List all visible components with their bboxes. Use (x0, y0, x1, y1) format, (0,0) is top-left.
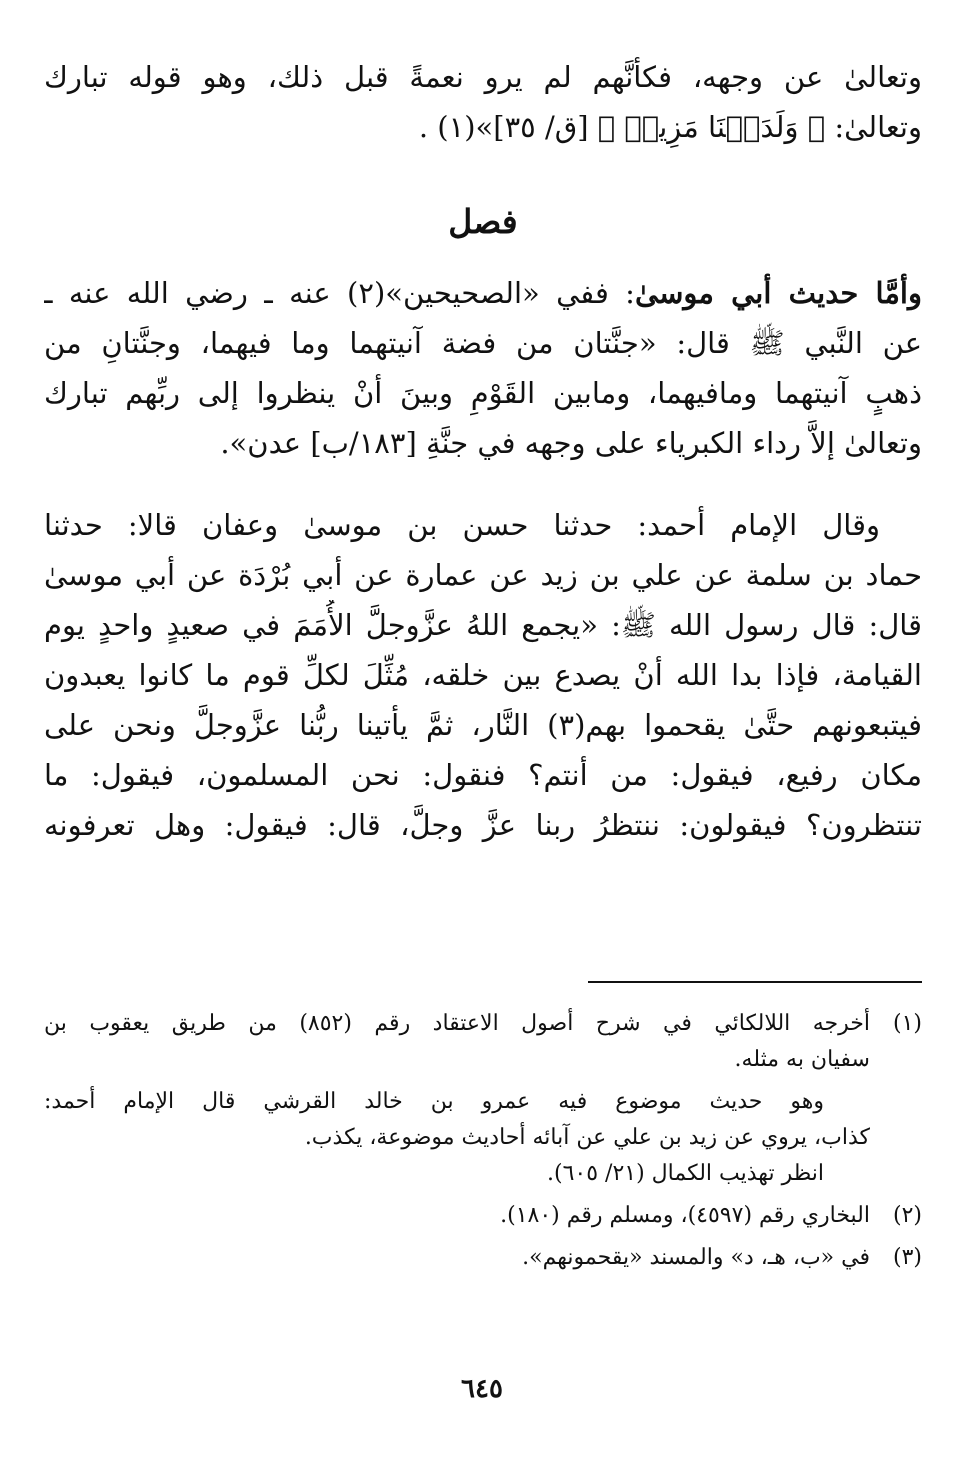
footnote-number: (١) (892, 1011, 922, 1036)
footnotes (44, 1006, 922, 1276)
text-line: وتعالىٰ إلاَّ رداء الكبرياء على وجهه في جنَّةِ [١٨٣/ب] عدن». (220, 426, 922, 460)
text-line: حماد بن سلمة عن علي بن زيد عن عمارة عن أبي بُرْدَة عن أبي موسىٰ (44, 558, 922, 592)
footnote-1-continued (44, 1084, 922, 1192)
text-fragment: : ففي «الصحيحين»(٢) عنه ـ رضي الله عنه ـ (44, 276, 635, 310)
text-line: وقال الإمام أحمد: حدثنا حسن بن موسىٰ وعفان قالا: حدثنا (44, 508, 880, 542)
text-line: قال: قال رسول الله ﷺ: «يجمع اللهُ عزَّوجلَّ الأُمَمَ في صعيدٍ واحدٍ يوم (44, 608, 922, 642)
paragraph-gap (44, 468, 922, 500)
footnote-line: كذاب، يروي عن زيد بن علي عن آبائه أحاديث موضوعة، يكذب. (304, 1125, 870, 1150)
footnote-line: البخاري رقم (٤٥٩٧)، ومسلم رقم (١٨٠). (500, 1203, 870, 1228)
text-line: وتعالىٰ عن وجهه، فكأنَّهم لم يرو نعمةً قبل ذلك، وهو قوله تبارك (44, 60, 922, 94)
text-line: عن النَّبي ﷺ قال: «جنَّتان من فضة آنيتهما وما فيهما، وجنَّتانِ من (44, 326, 922, 360)
footnote-line: انظر تهذيب الكمال (٢١/ ٦٠٥). (547, 1161, 824, 1186)
footnote-3 (44, 1240, 922, 1276)
footnote-number: (٢) (892, 1203, 922, 1228)
text-line: تنتظرون؟ فيقولون: ننتظرُ ربنا عزَّ وجلَّ، قال: فيقول: وهل تعرفونه (44, 808, 922, 842)
section-heading: فصل (448, 202, 518, 241)
text-line: مكان رفيع، فيقول: من أنتم؟ فنقول: نحن المسلمون، فيقول: ما (44, 758, 922, 792)
footnote-line: سفيان به مثله. (734, 1047, 870, 1072)
footnote-line: أخرجه اللالكائي في شرح أصول الاعتقاد رقم (٨٥٢) من طريق يعقوب بن (44, 1011, 870, 1036)
page-number: ٦٤٥ (461, 1374, 503, 1404)
footnote-1 (44, 1006, 922, 1078)
hadith-lead: وأمَّا حديث أبي موسىٰ (634, 276, 922, 310)
text-line: فيتبعونهم حتَّىٰ يقحموا بهم(٣) النَّار، ثمَّ يأتينا ربُّنا عزَّوجلَّ ونحن على (44, 708, 922, 742)
footnote-number (870, 1084, 922, 1192)
footnote-separator (588, 981, 922, 983)
footnote-line: في «ب، هـ، د» والمسند «يقحمونهم». (522, 1245, 870, 1270)
footnote-number: (٣) (892, 1245, 922, 1270)
text-line: ذهبٍ آنيتهما ومافيهما، ومابين القَوْمِ وبينَ أنْ ينظروا إلى ربِّهم تبارك (44, 376, 922, 410)
text-line (44, 268, 922, 318)
text-line: القيامة، فإذا بدا الله أنْ يصدع بين خلقه، مُثِّلَ لكلِّ قوم ما كانوا يعبدون (44, 658, 922, 692)
text-line: وتعالىٰ: ﴿ وَلَدَيۡنَا مَزِيدٞ ﴾ [ق/ ٣٥]»(١) . (418, 110, 922, 144)
main-text (44, 52, 922, 850)
footnote-line: وهو حديث موضوع فيه عمرو بن خالد القرشي قال الإمام أحمد: (44, 1089, 824, 1114)
footnote-2 (44, 1198, 922, 1234)
